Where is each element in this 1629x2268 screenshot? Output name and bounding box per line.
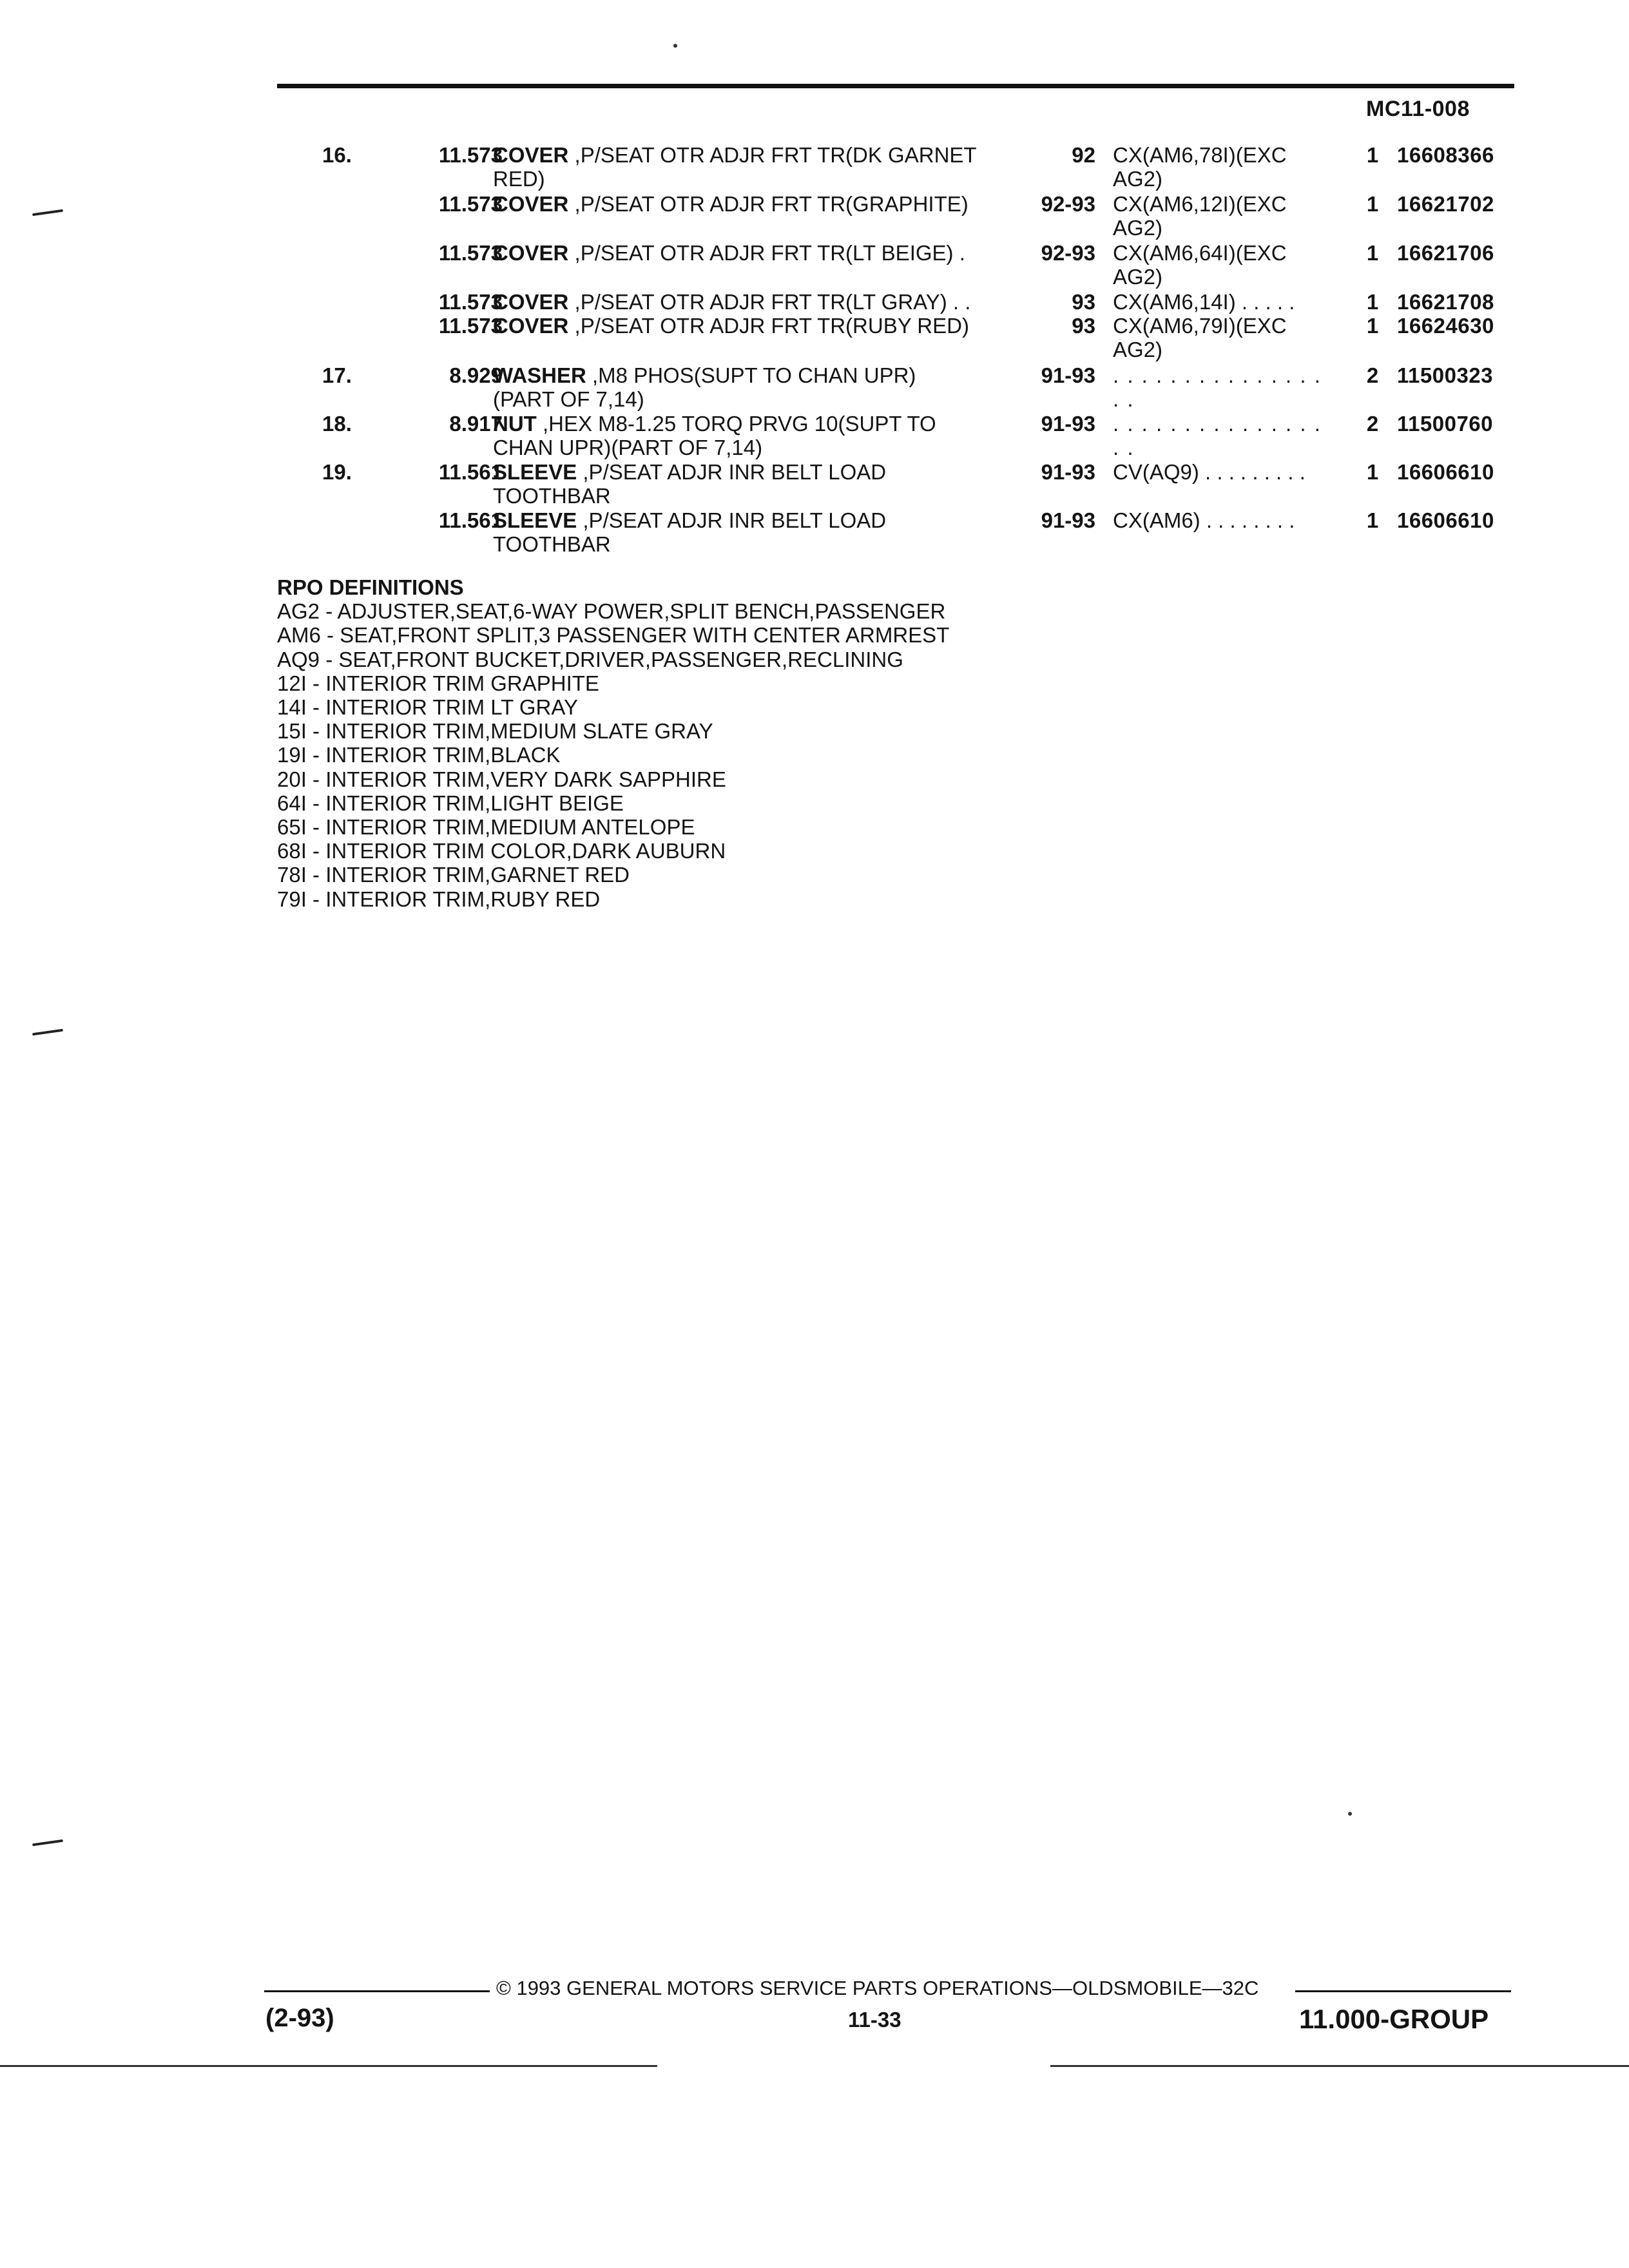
page-edge-rule: [0, 2065, 657, 2067]
illustration-ref: 11.573: [438, 241, 503, 265]
description-line-2: (PART OF 7,14): [493, 387, 644, 411]
description-line-1: ,P/SEAT ADJR INR BELT LOAD: [577, 460, 887, 484]
quantity: 2: [1366, 412, 1379, 436]
quantity: 1: [1366, 192, 1379, 216]
part-name: WASHER: [493, 363, 586, 387]
model-year: 91-93: [1041, 508, 1095, 532]
part-description: [493, 192, 1002, 216]
quantity: 1: [1366, 290, 1379, 314]
description-line-1: ,P/SEAT OTR ADJR FRT TR(LT BEIGE) .: [568, 241, 965, 265]
description-line-1: ,M8 PHOS(SUPT TO CHAN UPR): [586, 363, 916, 387]
illustration-ref: 11.573: [438, 192, 503, 216]
usage-line-1: CX(AM6,79I)(EXC: [1113, 314, 1287, 338]
usage: [1113, 363, 1332, 411]
quantity: 1: [1366, 314, 1379, 338]
usage-line-2: AG2): [1113, 216, 1163, 240]
part-number: 16621706: [1397, 241, 1494, 265]
description-line-2: TOOTHBAR: [493, 484, 611, 508]
usage-line-1: CX(AM6,12I)(EXC: [1113, 192, 1287, 216]
part-number: 11500760: [1397, 412, 1494, 436]
page-edge-rule: [1050, 2065, 1629, 2067]
quantity: 2: [1366, 363, 1379, 387]
illustration-ref: 11.573: [438, 290, 503, 314]
footer-rule-left: [264, 1990, 490, 1992]
illustration-ref: 11.573: [438, 314, 503, 338]
binder-hole-mark: [32, 209, 63, 216]
binder-hole-mark: [32, 1840, 63, 1847]
usage-line-1: CX(AM6,78I)(EXC: [1113, 143, 1287, 167]
model-year: 91-93: [1041, 412, 1095, 436]
rpo-definition: 64I - INTERIOR TRIM,LIGHT BEIGE: [277, 791, 624, 815]
description-line-1: ,P/SEAT OTR ADJR FRT TR(DK GARNET: [568, 143, 977, 167]
usage-line-2: AG2): [1113, 167, 1163, 191]
rpo-definition: AQ9 - SEAT,FRONT BUCKET,DRIVER,PASSENGER,RECLINING: [277, 647, 903, 671]
binder-hole-mark: [32, 1029, 63, 1036]
part-number: 16624630: [1397, 314, 1494, 338]
part-number: 16606610: [1397, 508, 1494, 532]
footer-rule-right: [1295, 1990, 1511, 1992]
part-description: [493, 412, 1002, 459]
part-number: 16608366: [1397, 143, 1494, 167]
revision-date: (2-93): [265, 2004, 334, 2032]
rpo-definition: 65I - INTERIOR TRIM,MEDIUM ANTELOPE: [277, 815, 695, 840]
usage: [1113, 508, 1332, 532]
usage: [1113, 192, 1332, 240]
model-year: 92: [1072, 143, 1095, 167]
model-year: 91-93: [1041, 460, 1095, 484]
description-line-1: ,HEX M8-1.25 TORQ PRVG 10(SUPT TO: [536, 412, 936, 436]
part-description: [493, 460, 1002, 508]
rpo-definition: 14I - INTERIOR TRIM LT GRAY: [277, 695, 578, 720]
part-name: COVER: [493, 143, 569, 167]
item-number: 16.: [322, 143, 352, 167]
copyright-notice: © 1993 GENERAL MOTORS SERVICE PARTS OPERATIONS—OLDSMOBILE—32C: [496, 1977, 1259, 1999]
rpo-title: RPO DEFINITIONS: [277, 575, 464, 599]
part-name: COVER: [493, 192, 569, 216]
usage-line-1: . . . . . . . . . . . . . . . . .: [1113, 412, 1322, 459]
rpo-definition: 12I - INTERIOR TRIM GRAPHITE: [277, 671, 599, 695]
part-name: COVER: [493, 290, 569, 314]
illustration-ref: 11.561: [438, 460, 503, 484]
usage: [1113, 460, 1332, 484]
part-description: [493, 508, 1002, 556]
model-year: 91-93: [1041, 363, 1095, 387]
part-description: [493, 314, 1002, 338]
usage: [1113, 412, 1332, 459]
usage-line-2: AG2): [1113, 338, 1163, 361]
part-name: COVER: [493, 314, 569, 338]
rpo-definition: 78I - INTERIOR TRIM,GARNET RED: [277, 863, 630, 887]
model-year: 92-93: [1041, 241, 1095, 265]
usage-line-1: CV(AQ9) . . . . . . . . .: [1113, 460, 1306, 484]
description-line-1: ,P/SEAT OTR ADJR FRT TR(LT GRAY) . .: [568, 290, 971, 314]
usage-line-1: CX(AM6) . . . . . . . .: [1113, 508, 1295, 532]
description-line-1: ,P/SEAT ADJR INR BELT LOAD: [577, 508, 887, 532]
illustration-ref: 8.929: [449, 363, 503, 387]
quantity: 1: [1366, 460, 1379, 484]
part-name: COVER: [493, 241, 569, 265]
model-year: 93: [1072, 290, 1095, 314]
rpo-definitions: [277, 575, 949, 911]
model-year: 92-93: [1041, 192, 1095, 216]
part-number: 16621708: [1397, 290, 1494, 314]
part-number: 16606610: [1397, 460, 1494, 484]
usage: [1113, 241, 1332, 289]
rpo-definition: 20I - INTERIOR TRIM,VERY DARK SAPPHIRE: [277, 767, 726, 791]
group-label: 11.000-GROUP: [1299, 2004, 1489, 2034]
usage-line-2: AG2): [1113, 265, 1163, 289]
usage: [1113, 143, 1332, 191]
item-number: 19.: [322, 460, 352, 484]
part-number: 16621702: [1397, 192, 1494, 216]
rpo-definition: AM6 - SEAT,FRONT SPLIT,3 PASSENGER WITH CENTER ARMREST: [277, 623, 950, 648]
usage-line-1: . . . . . . . . . . . . . . . . .: [1113, 363, 1322, 411]
rpo-definition: 19I - INTERIOR TRIM,BLACK: [277, 743, 561, 767]
illustration-ref: 11.573: [438, 143, 503, 167]
part-description: [493, 143, 1002, 191]
illustration-ref: 11.561: [438, 508, 503, 532]
description-line-1: ,P/SEAT OTR ADJR FRT TR(GRAPHITE): [568, 192, 969, 216]
rpo-definition: 79I - INTERIOR TRIM,RUBY RED: [277, 887, 601, 911]
part-number: 11500323: [1397, 363, 1494, 387]
usage: [1113, 290, 1332, 314]
illustration-ref: 8.917: [449, 412, 503, 436]
description-line-2: CHAN UPR)(PART OF 7,14): [493, 436, 763, 459]
quantity: 1: [1366, 241, 1379, 265]
usage-line-1: CX(AM6,64I)(EXC: [1113, 241, 1287, 265]
description-line-2: RED): [493, 167, 545, 191]
rpo-definition: AG2 - ADJUSTER,SEAT,6-WAY POWER,SPLIT BENCH,PASSENGER: [277, 599, 946, 624]
model-year: 93: [1072, 314, 1095, 338]
description-line-1: ,P/SEAT OTR ADJR FRT TR(RUBY RED): [568, 314, 969, 338]
part-name: SLEEVE: [493, 508, 577, 532]
scan-speck: [673, 44, 677, 48]
item-number: 17.: [322, 363, 352, 387]
rpo-definition: 68I - INTERIOR TRIM COLOR,DARK AUBURN: [277, 839, 726, 863]
description-line-2: TOOTHBAR: [493, 532, 611, 556]
part-name: NUT: [493, 412, 537, 436]
rpo-definition: 15I - INTERIOR TRIM,MEDIUM SLATE GRAY: [277, 719, 713, 744]
usage-line-1: CX(AM6,14I) . . . . .: [1113, 290, 1295, 314]
page-number: 11-33: [848, 2008, 901, 2032]
top-rule: [277, 84, 1514, 88]
part-name: SLEEVE: [493, 460, 577, 484]
page-code: MC11-008: [1366, 97, 1470, 121]
part-description: [493, 290, 1002, 314]
quantity: 1: [1366, 143, 1379, 167]
part-description: [493, 363, 1002, 411]
item-number: 18.: [322, 412, 352, 436]
scan-speck: [1348, 1812, 1352, 1816]
quantity: 1: [1366, 508, 1379, 532]
part-description: [493, 241, 1002, 265]
usage: [1113, 314, 1332, 361]
